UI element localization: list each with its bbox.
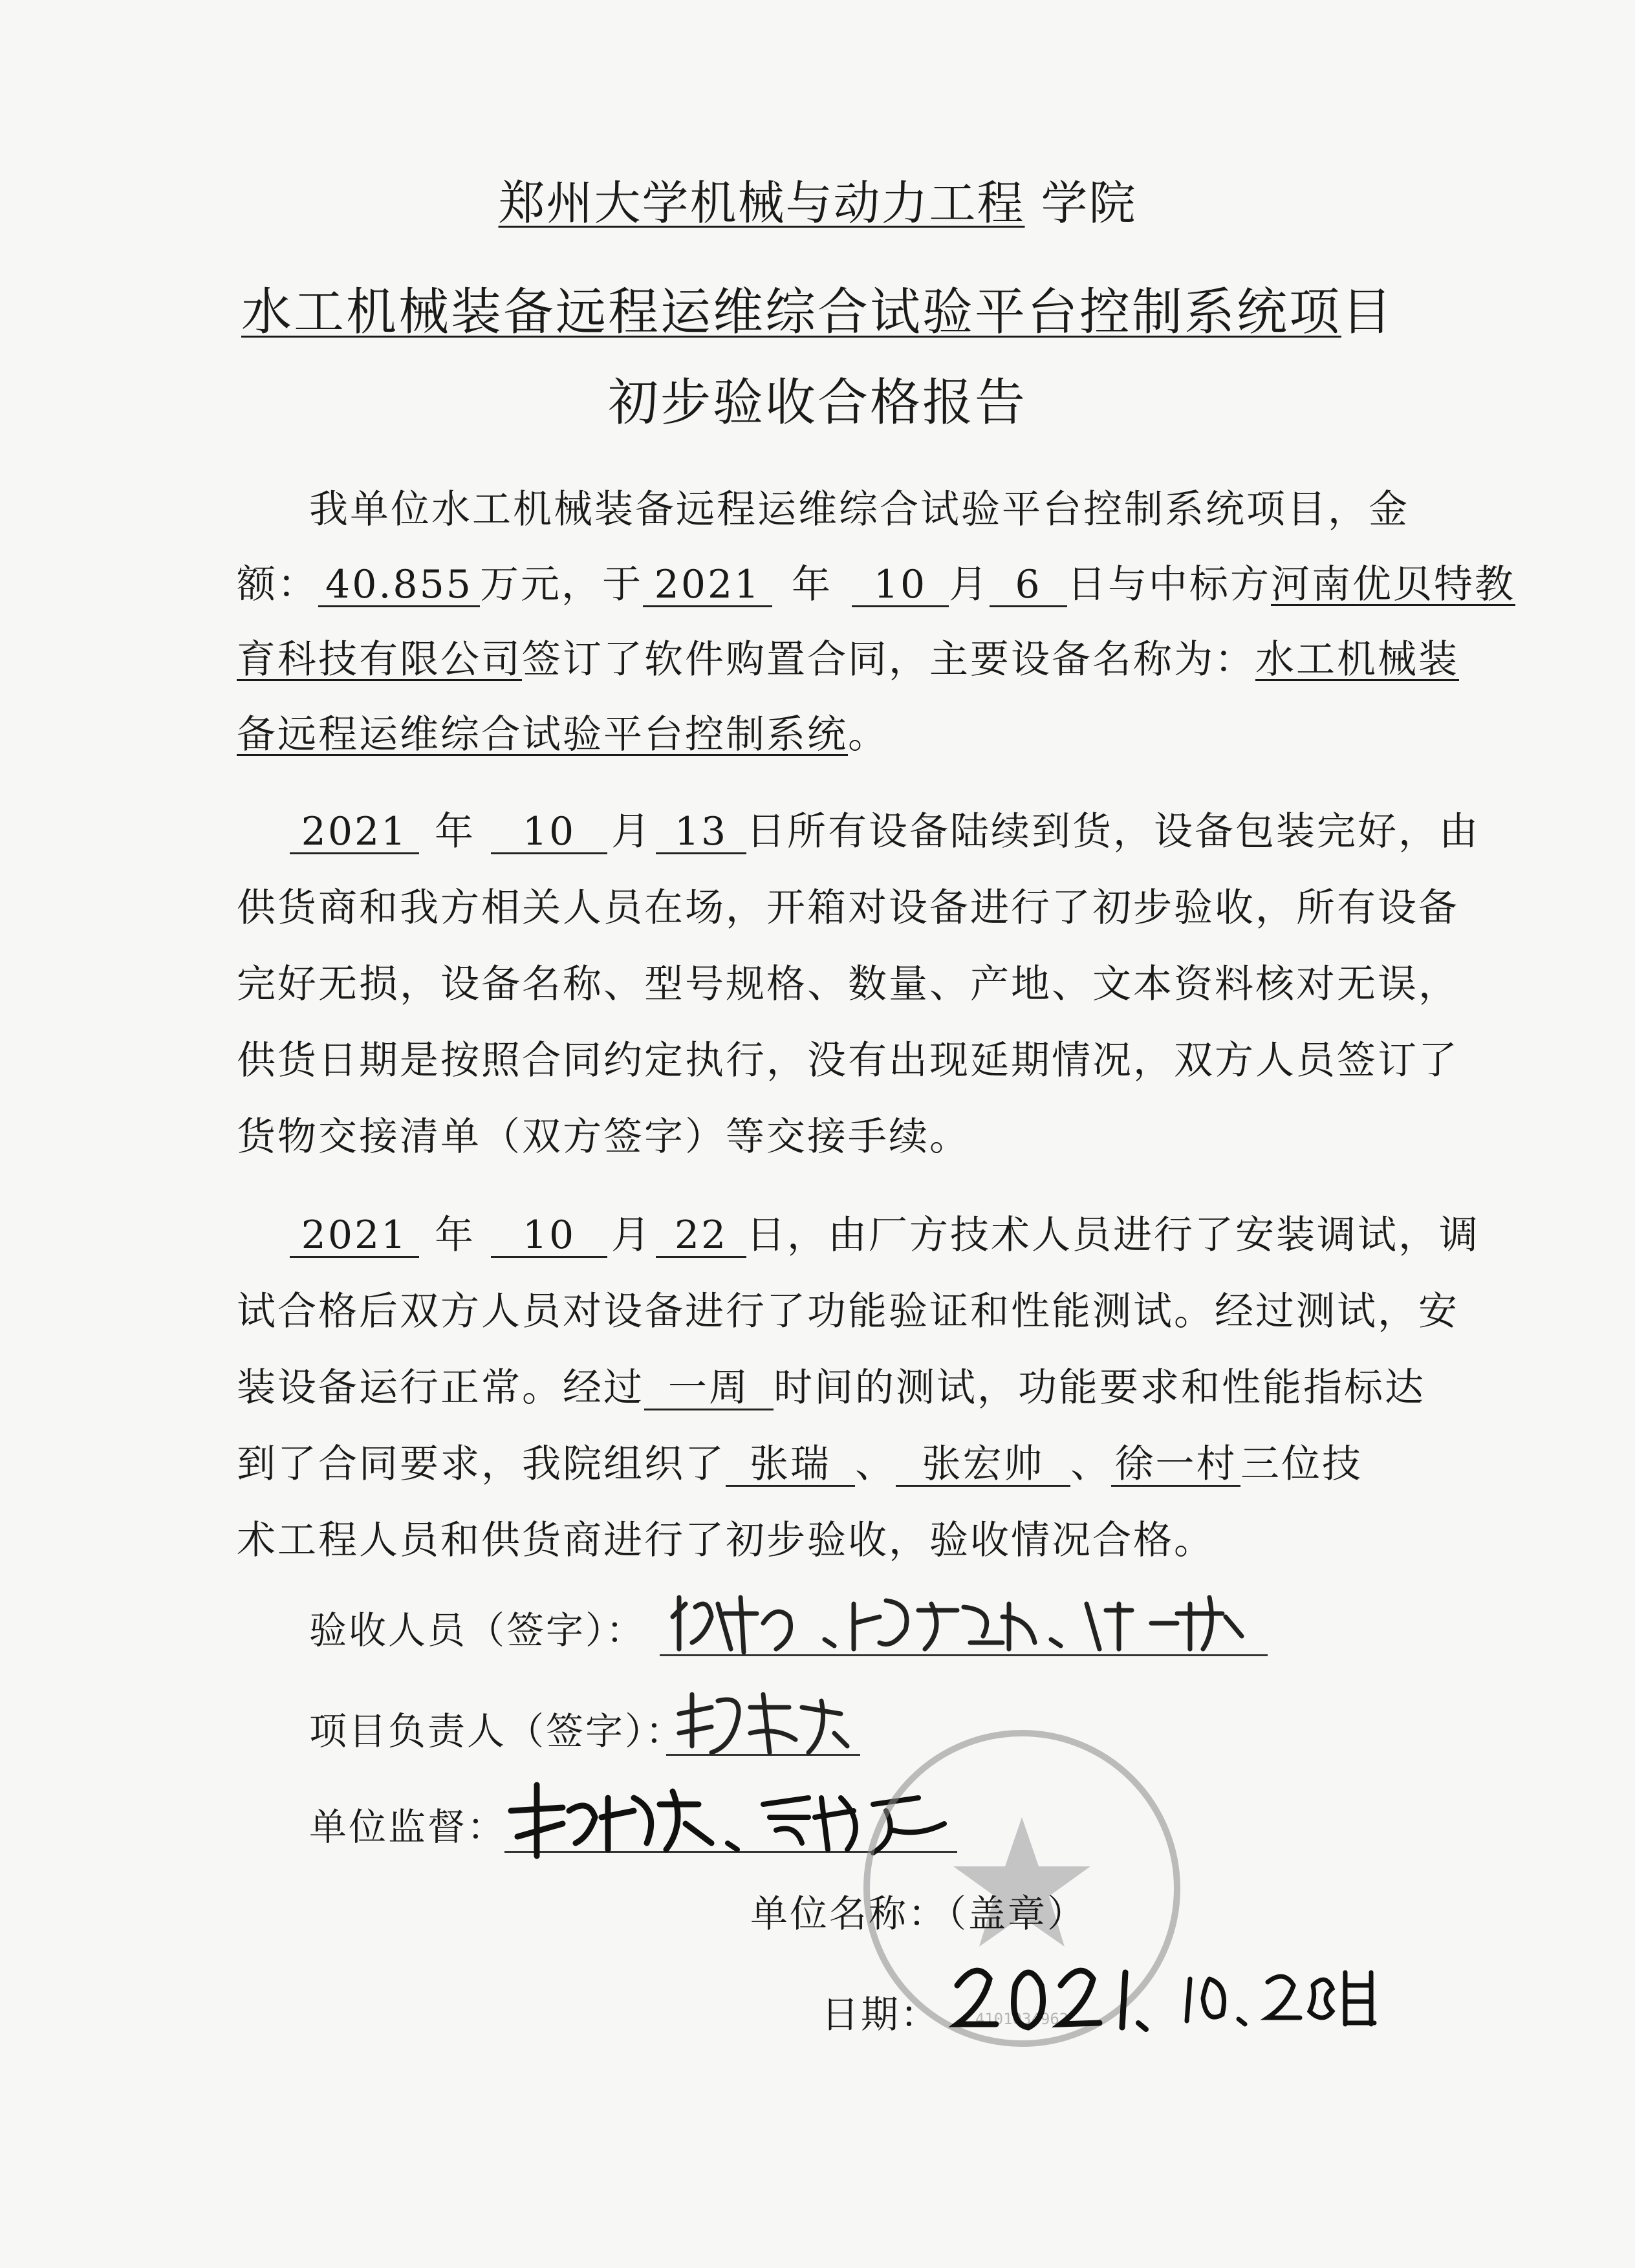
institution-suffix: 学院 (1041, 176, 1137, 230)
vendor-name-part2: 育科技有限公司 (237, 637, 522, 682)
project-title-suffix: 目 (1341, 283, 1394, 341)
equipment-name-part2: 备远程运维综合试验平台控制系统 (237, 712, 848, 757)
contract-day: 6 (990, 565, 1067, 607)
vendor-name-part1: 河南优贝特教 (1271, 562, 1515, 607)
para3-line5: 术工程人员和供货商进行了初步验收，验收情况合格。 (237, 1518, 1215, 1563)
arrival-year: 2021 (290, 812, 419, 854)
install-day: 22 (656, 1215, 746, 1258)
report-title: 初步验收合格报告 (607, 374, 1027, 432)
para3-line3: 装设备运行正常。经过 一周 时间的测试，功能要求和性能指标达 (237, 1365, 1425, 1410)
para1-line3: 育科技有限公司签订了软件购置合同，主要设备名称为：水工机械装 (237, 637, 1459, 682)
inspectors-signature (660, 1578, 1268, 1662)
amount-field: 40.855 (318, 565, 480, 607)
para2-line1: 2021 年 10 月 13 日所有设备陆续到货，设备包装完好，由 (290, 801, 1480, 856)
seal-code: 4101034962 (975, 2010, 1069, 2028)
inspector-3: 徐一村 (1111, 1444, 1240, 1487)
para2-line5: 货物交接清单（双方签字）等交接手续。 (237, 1114, 970, 1160)
contract-month: 10 (852, 565, 949, 607)
para1-line4: 备远程运维综合试验平台控制系统。 (237, 712, 889, 757)
supervisor-label: 单位监督： (309, 1805, 507, 1849)
para3-line2: 试合格后双方人员对设备进行了功能验证和性能测试。经过测试，安 (237, 1289, 1459, 1334)
para3-line4: 到了合同要求，我院组织了 张瑞 、 张宏帅 、徐一村三位技 (237, 1442, 1363, 1487)
institution-heading (0, 166, 1635, 233)
equipment-name-part1: 水工机械装 (1255, 637, 1459, 682)
date-label: 日期： (821, 1993, 940, 2036)
inspector-2: 张宏帅 (896, 1444, 1070, 1487)
para3-line1: 2021 年 10 月 22 日，由厂方技术人员进行了安装调试，调 (290, 1204, 1480, 1260)
leader-label: 项目负责人（签字）： (309, 1709, 686, 1753)
unit-name-label: 单位名称：（盖章） (750, 1892, 1087, 1936)
para2-line3: 完好无损，设备名称、型号规格、数量、产地、文本资料核对无误， (237, 962, 1459, 1007)
install-month: 10 (491, 1215, 607, 1258)
project-title (0, 272, 1635, 344)
para1-line1: 我单位水工机械装备远程运维综合试验平台控制系统项目，金 (309, 487, 1409, 532)
test-duration: 一周 (644, 1368, 774, 1410)
para1-line2: 额： 40.855 万元，于 2021 年 10 月 6 日与中标方河南优贝特教 (237, 562, 1515, 607)
para2-line2: 供货商和我方相关人员在场，开箱对设备进行了初步验收，所有设备 (237, 885, 1459, 931)
leader-signature (673, 1681, 867, 1759)
para2-line4: 供货日期是按照合同约定执行，没有出现延期情况，双方人员签订了 (237, 1038, 1459, 1083)
contract-year: 2021 (643, 565, 772, 607)
arrival-day: 13 (656, 812, 746, 854)
inspector-1: 张瑞 (726, 1444, 855, 1487)
institution-name: 郑州大学机械与动力工程 (498, 176, 1025, 230)
arrival-month: 10 (491, 812, 607, 854)
handwritten-date (944, 1947, 1397, 2044)
inspectors-label: 验收人员（签字）： (309, 1608, 646, 1652)
project-title-underlined: 水工机械装备远程运维综合试验平台控制系统项 (241, 283, 1341, 341)
install-year: 2021 (290, 1215, 419, 1258)
